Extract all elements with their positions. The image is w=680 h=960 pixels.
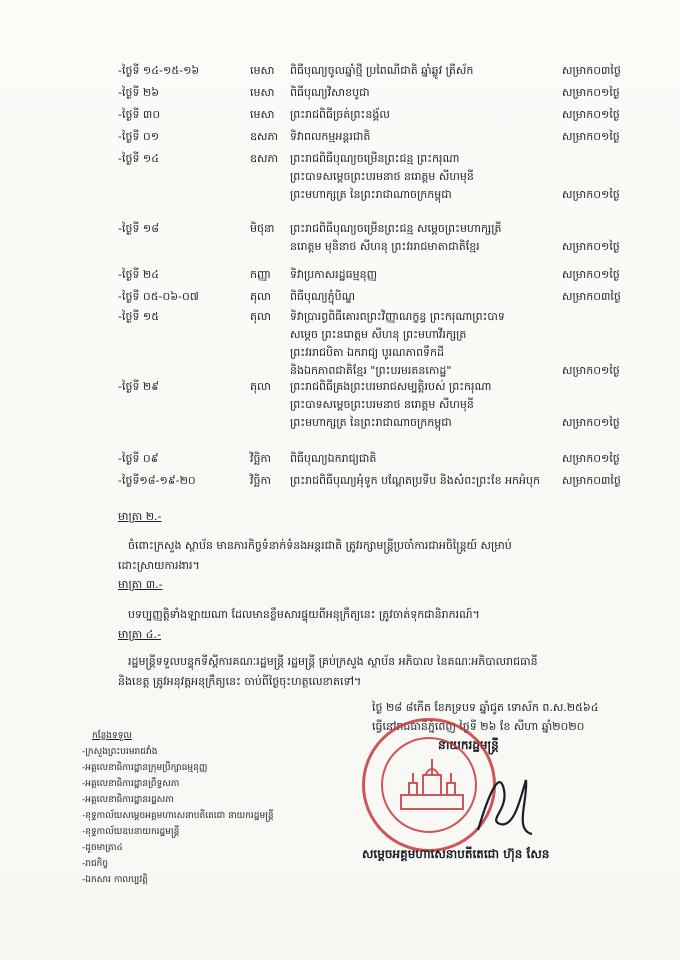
holiday-description-line: ពិធីបុណ្យចូលឆ្នាំថ្មី ប្រពៃណីជាតិ ឆ្នាំឆ្លូវ ត្រីស័ក xyxy=(290,64,474,77)
holiday-description xyxy=(290,472,555,490)
holiday-description-line: ទិវាប្រារព្វពិធីគោរពព្រះវិញ្ញាណក្ខន្ធ ព្រះករុណាព្រះបាទ xyxy=(290,310,505,323)
holiday-month: ឧសភា xyxy=(250,130,278,143)
holiday-description-line: ព្រះរាជពិធីបុណ្យចម្រើនព្រះជន្ម ព្រះករុណា xyxy=(290,152,460,165)
holiday-description-line: នរោត្តម មុនិនាថ សីហនុ ព្រះវររាជមាតាជាតិខ្មែរ xyxy=(290,240,480,253)
holiday-description xyxy=(290,266,555,284)
holiday-days-off: សម្រាក០៣ថ្ងៃ xyxy=(562,474,621,487)
recipients-title: កន្លែងទទួល xyxy=(92,731,132,741)
holiday-month: កញ្ញា xyxy=(250,268,271,281)
recipient-item: -អគ្គលេខាធិការដ្ឋានក្រុមប្រឹក្សាធម្មនុញ្ញ xyxy=(82,763,208,773)
recipient-item: -ដូចមាត្រា៤ xyxy=(82,843,123,853)
holiday-description-line: ព្រះវររាជបិតា ឯករាជ្យ បូរណភាពទឹកដី xyxy=(290,346,444,359)
holiday-description xyxy=(290,84,555,102)
holiday-date: -ថ្ងៃទី ១៤-១៥-១៦ xyxy=(118,64,200,77)
holiday-month: តុលា xyxy=(250,310,271,323)
solar-date: ធ្វើនៅរាជធានីភ្នំពេញ ថ្ងៃទី ២៦ ខែ សីហា ឆ្នាំ២០២០ xyxy=(372,720,585,733)
holiday-date: -ថ្ងៃទី ៣០ xyxy=(118,108,161,121)
holiday-description xyxy=(290,308,555,380)
holiday-days-off: សម្រាក០១ថ្ងៃ xyxy=(562,108,620,121)
holiday-days-off: សម្រាក០១ថ្ងៃ xyxy=(562,188,620,201)
recipient-item: -អគ្គលេខាធិការដ្ឋានរដ្ឋសភា xyxy=(82,795,174,805)
holiday-month: មេសា xyxy=(250,86,275,99)
holiday-description-line: ទិវាពលកម្មអន្តរជាតិ xyxy=(290,130,371,143)
holiday-description xyxy=(290,378,555,432)
holiday-description-line: ព្រះរាជពិធីច្រត់ព្រះនង្គ័ល xyxy=(290,108,390,121)
holiday-month: មេសា xyxy=(250,108,275,121)
recipient-item: -ខុទ្ទកាល័យសម្ដេចអគ្គមហាសេនាបតីតេជោ នាយករដ្ឋមន្ត្រី xyxy=(82,811,274,821)
holiday-month: តុលា xyxy=(250,290,271,303)
holiday-date: -ថ្ងៃទី ២៤ xyxy=(118,268,160,281)
holiday-days-off: សម្រាក០១ថ្ងៃ xyxy=(562,364,620,377)
holiday-month: មេសា xyxy=(250,64,275,77)
holiday-days-off: សម្រាក០១ថ្ងៃ xyxy=(562,268,620,281)
holiday-date: -ថ្ងៃទី ១៥ xyxy=(118,310,160,323)
holiday-description-line: ទិវាប្រកាសរដ្ឋធម្មនុញ្ញ xyxy=(290,268,378,281)
holiday-description-line: ពិធីបុណ្យវិសាខបូជា xyxy=(290,86,370,99)
holiday-description xyxy=(290,106,555,124)
signatory-title: នាយករដ្ឋមន្ត្រី xyxy=(438,738,499,752)
holiday-description-line: ព្រះរាជពិធីបុណ្យអុំទូក បណ្តែតប្រទីប និងសំពះព្រះខែ អកអំបុក xyxy=(290,474,540,487)
holiday-date: -ថ្ងៃទី ២៩ xyxy=(118,380,160,393)
angkor-temple-icon xyxy=(395,755,469,815)
holiday-month: មិថុនា xyxy=(250,222,275,235)
article-4-line-2: និងខេត្ត ត្រូវអនុវត្តអនុក្រឹត្យនេះ ចាប់ពីថ្ងៃចុះហត្ថលេខាតទៅ។ xyxy=(118,675,362,688)
holiday-date: -ថ្ងៃទី ០១ xyxy=(118,130,160,143)
holiday-month: តុលា xyxy=(250,380,271,393)
holiday-month: វិច្ឆិកា xyxy=(250,452,271,465)
holiday-days-off: សម្រាក០១ថ្ងៃ xyxy=(562,240,620,253)
lunar-date: ថ្ងៃ ២៨ ៨កើត ខែភទ្របទ ឆ្នាំជូត ទោស័ក ព.ស.២៥៦៤ xyxy=(372,701,599,714)
recipients-list xyxy=(82,728,274,888)
recipient-item: -ខុទ្ទកាល័យឧបនាយករដ្ឋមន្ត្រី xyxy=(82,827,180,837)
holiday-description xyxy=(290,150,555,204)
holiday-date: -ថ្ងៃទី ១៨ xyxy=(118,222,160,235)
holiday-days-off: សម្រាក០៣ថ្ងៃ xyxy=(562,64,621,77)
holiday-description xyxy=(290,450,555,468)
holiday-date: -ថ្ងៃទី ០៩ xyxy=(118,452,159,465)
holiday-description-line: ព្រះបាទសម្ដេចព្រះបរមនាថ នរោត្តម សីហមុនី xyxy=(290,170,474,183)
holiday-description-line: ព្រះមហាក្សត្រ នៃព្រះរាជាណាចក្រកម្ពុជា xyxy=(290,188,452,201)
holiday-description xyxy=(290,128,555,146)
holiday-description xyxy=(290,288,555,306)
article-2-line-1: ចំពោះក្រសួង ស្ថាប័ន មានភារកិច្ចទំនាក់ទំនងអន្តរជាតិ ត្រូវរក្សាមន្ត្រីប្រចាំការជាអចិន្ត្រៃយ៍ សម្រាប់ xyxy=(128,539,512,552)
holiday-date: -ថ្ងៃទី ២៦ xyxy=(118,86,160,99)
holiday-days-off: សម្រាក០១ថ្ងៃ xyxy=(562,452,620,465)
holiday-description-line: ព្រះមហាក្សត្រ នៃព្រះរាជាណាចក្រកម្ពុជា xyxy=(290,416,452,429)
article-3-heading: មាត្រា ៣.- xyxy=(118,578,163,591)
holiday-days-off: សម្រាក០១ថ្ងៃ xyxy=(562,86,620,99)
holiday-date: -ថ្ងៃទី ០៥-០៦-០៧ xyxy=(118,290,199,303)
holiday-description-line: ពិធីបុណ្យឯករាជ្យជាតិ xyxy=(290,452,377,465)
holiday-description-line: ពិធីបុណ្យភ្ជុំបិណ្ឌ xyxy=(290,290,356,303)
article-2-heading: មាត្រា ២.- xyxy=(118,510,162,523)
article-4-heading: មាត្រា ៤.- xyxy=(118,628,161,641)
holiday-description-line: និងឯកភាពជាតិខ្មែរ "ព្រះបរមរតនកោដ្ឋ" xyxy=(290,364,452,377)
holiday-description-line: ព្រះរាជពិធីគ្រងព្រះបរមរាជសម្បត្តិរបស់ ព្រះករុណា xyxy=(290,380,492,393)
holiday-description xyxy=(290,62,555,80)
holiday-days-off: សម្រាក០១ថ្ងៃ xyxy=(562,130,620,143)
article-4-line-1: រដ្ឋមន្ត្រីទទួលបន្ទុកទីស្ដីការគណៈរដ្ឋមន្ត្រី រដ្ឋមន្ត្រី គ្រប់ក្រសួង ស្ថាប័ន អភិបាល នៃគណៈអភិបាលរាជធានី xyxy=(128,655,538,668)
holiday-days-off: សម្រាក០១ថ្ងៃ xyxy=(562,416,620,429)
holiday-date: -ថ្ងៃទី១៨-១៩-២០ xyxy=(118,474,196,487)
holiday-description-line: ព្រះរាជពិធីបុណ្យចម្រើនព្រះជន្ម សម្ដេចព្រះមហាក្សត្រី xyxy=(290,222,502,235)
holiday-description xyxy=(290,220,555,256)
signatory-name: សម្តេចអគ្គមហាសេនាបតីតេជោ ហ៊ុន សែន xyxy=(362,847,550,861)
holiday-month: វិច្ឆិកា xyxy=(250,474,271,487)
holiday-description-line: សម្ដេច ព្រះនរោត្តម សីហនុ ព្រះមហាវីរក្សត្រ xyxy=(290,328,467,341)
holiday-month: ឧសភា xyxy=(250,152,278,165)
recipient-item: -ក្រសួងព្រះបរមរាជវាំង xyxy=(82,747,158,757)
recipient-item: -ឯកសារ កាលប្បវត្តិ xyxy=(82,875,148,885)
signature-mark xyxy=(470,760,540,850)
holiday-days-off: សម្រាក០៣ថ្ងៃ xyxy=(562,290,621,303)
holiday-date: -ថ្ងៃទី ១៤ xyxy=(118,152,160,165)
recipient-item: -អគ្គលេខាធិការដ្ឋានព្រឹទ្ធសភា xyxy=(82,779,180,789)
article-2-line-2: ដោះស្រាយការងារ។ xyxy=(118,559,200,572)
recipient-item: -រាជកិច្ច xyxy=(82,859,109,869)
article-3-line-1: បទប្បញ្ញត្តិទាំងឡាយណា ដែលមានខ្លឹមសារផ្ទុយពីអនុក្រឹត្យនេះ ត្រូវចាត់ទុកជានិរាករណ៍។ xyxy=(128,608,480,621)
holiday-description-line: ព្រះបាទសម្ដេចព្រះបរមនាថ នរោត្តម សីហមុនី xyxy=(290,398,474,411)
